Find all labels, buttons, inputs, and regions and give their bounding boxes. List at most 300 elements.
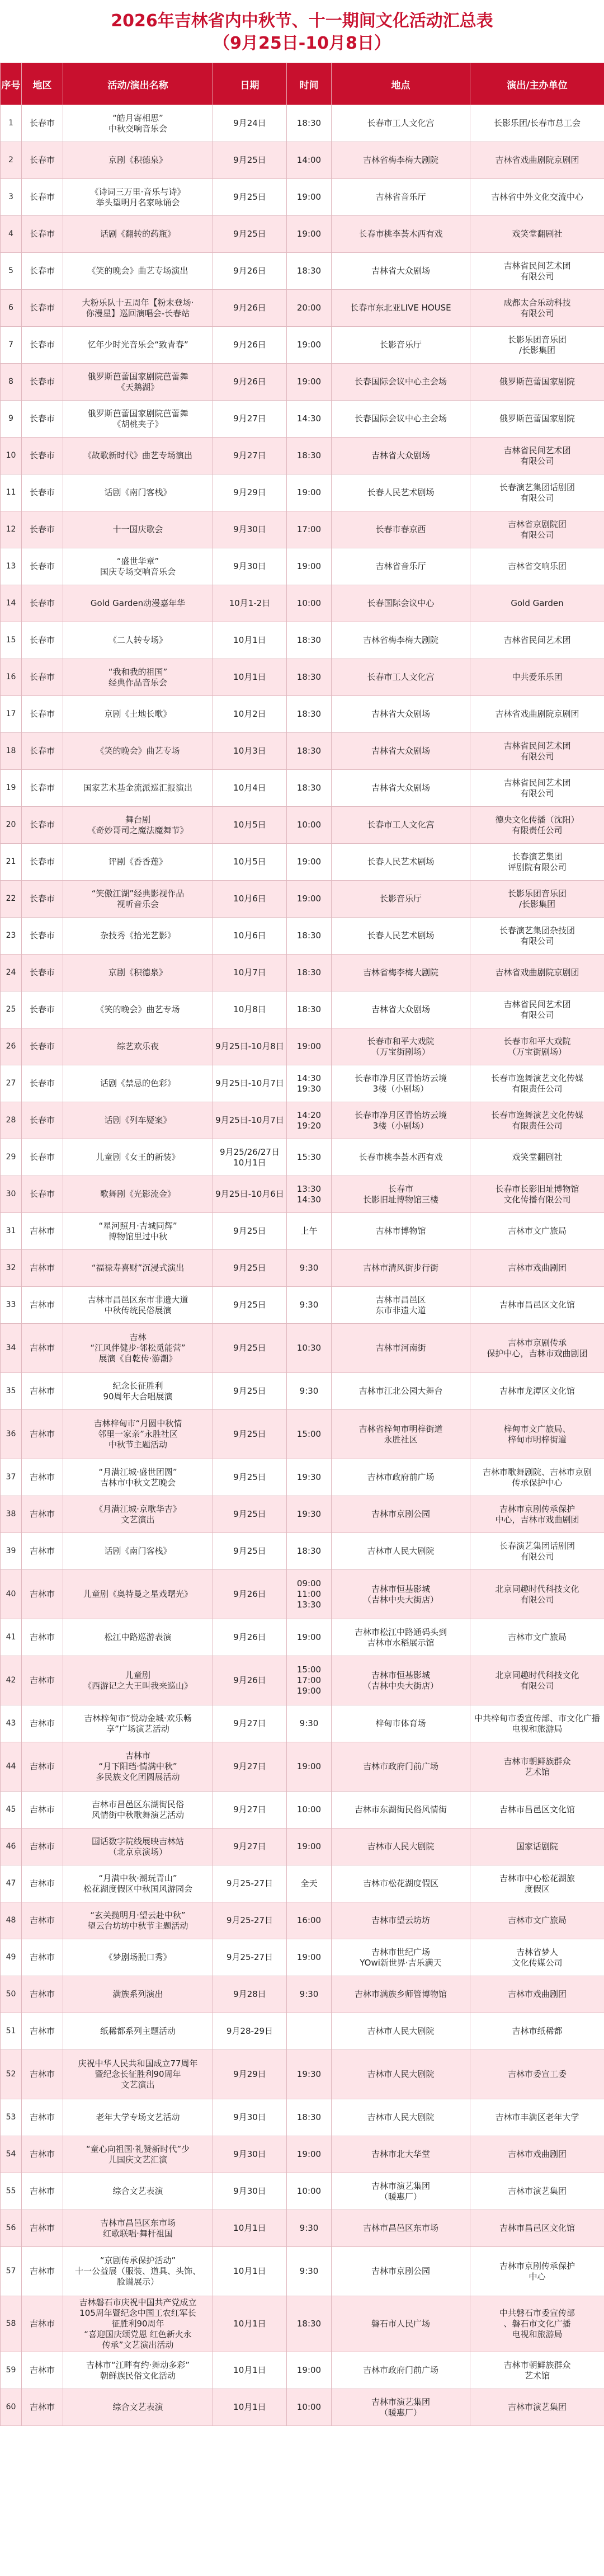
cell-activity-name: 话剧《禁忌的色彩》 (63, 1065, 213, 1102)
table-row (1, 1287, 604, 1324)
cell-no: 10 (1, 438, 22, 474)
table-row (1, 364, 604, 401)
cell-time: 19:00 (287, 1828, 332, 1865)
cell-no: 36 (1, 1410, 22, 1459)
cell-time: 9:30 (287, 1705, 332, 1742)
cell-activity-name: 京剧《积德泉》 (63, 955, 213, 991)
cell-activity-name: 《笑的晚会》曲艺专场演出 (63, 253, 213, 290)
cell-venue: 吉林市演艺集团 （暖惠厂） (332, 2173, 470, 2210)
cell-organizer: 吉林市朝鲜族群众 艺术馆 (470, 1742, 604, 1792)
cell-organizer: 吉林市歌舞剧院、吉林市京剧 传承保护中心 (470, 1459, 604, 1496)
cell-venue: 吉林市政府前广场 (332, 1459, 470, 1496)
title-block (0, 0, 604, 63)
table-row (1, 1102, 604, 1139)
cell-no: 50 (1, 1976, 22, 2013)
cell-venue: 梓甸市体育场 (332, 1705, 470, 1742)
cell-activity-name: 俄罗斯芭蕾国家剧院芭蕾舞 《天鹅湖》 (63, 364, 213, 401)
cell-no: 34 (1, 1324, 22, 1373)
cell-time: 10:00 (287, 2389, 332, 2426)
cell-activity-name: 大粉乐队十五周年【粉末登场· 你漫星】巡回演唱会-长春站 (63, 290, 213, 327)
cell-no: 48 (1, 1902, 22, 1939)
cell-region: 长春市 (22, 1176, 63, 1213)
cell-time: 19:00 (287, 216, 332, 253)
cell-no: 31 (1, 1213, 22, 1250)
cell-venue: 吉林市世纪广场 YOwi新世界·吉乐满天 (332, 1939, 470, 1976)
cell-region: 长春市 (22, 991, 63, 1028)
cell-time: 19:00 (287, 881, 332, 918)
cell-date: 9月30日 (213, 511, 287, 548)
table-row (1, 2210, 604, 2247)
page-title: 2026年吉林省内中秋节、十一期间文化活动汇总表 (111, 11, 493, 31)
cell-region: 长春市 (22, 548, 63, 585)
table-row (1, 733, 604, 770)
cell-venue: 吉林市江北公园大舞台 (332, 1373, 470, 1410)
table-row (1, 2296, 604, 2352)
cell-time: 18:30 (287, 659, 332, 696)
cell-date: 10月5日 (213, 807, 287, 844)
cell-time: 16:00 (287, 1902, 332, 1939)
header-no: 序号 (1, 63, 22, 105)
cell-date: 9月25日 (213, 1287, 287, 1324)
cell-region: 长春市 (22, 659, 63, 696)
cell-region: 长春市 (22, 881, 63, 918)
cell-time: 9:30 (287, 1250, 332, 1287)
cell-venue: 吉林市政府门前广场 (332, 1742, 470, 1792)
table-body (1, 105, 604, 2426)
cell-date: 9月26日 (213, 253, 287, 290)
cell-no: 1 (1, 105, 22, 142)
cell-date: 9月30日 (213, 2099, 287, 2136)
cell-organizer: 北京同趣时代科技文化 有限公司 (470, 1656, 604, 1705)
table-row (1, 659, 604, 696)
cell-region: 吉林市 (22, 1459, 63, 1496)
cell-activity-name: 《诗词三万里·音乐与诗》 举头望明月名家咏诵会 (63, 179, 213, 216)
table-row (1, 1139, 604, 1176)
cell-time: 18:30 (287, 438, 332, 474)
cell-region: 长春市 (22, 696, 63, 733)
cell-activity-name: 《笑的晚会》曲艺专场 (63, 991, 213, 1028)
table-row (1, 1496, 604, 1533)
cell-activity-name: 歌舞剧《光影流金》 (63, 1176, 213, 1213)
cell-date: 9月27日 (213, 438, 287, 474)
table-row (1, 1459, 604, 1496)
cell-no: 8 (1, 364, 22, 401)
cell-time: 9:30 (287, 1287, 332, 1324)
cell-region: 吉林市 (22, 1533, 63, 1570)
cell-time: 18:30 (287, 105, 332, 142)
table-row (1, 2389, 604, 2426)
table-row (1, 585, 604, 622)
cell-region: 吉林市 (22, 1496, 63, 1533)
cell-activity-name: “笑傲江湖”经典影视作品 视听音乐会 (63, 881, 213, 918)
cell-time: 19:00 (287, 179, 332, 216)
header-date: 日期 (213, 63, 287, 105)
cell-activity-name: 《梦剧场脱口秀》 (63, 1939, 213, 1976)
cell-no: 41 (1, 1619, 22, 1656)
cell-organizer: 德央文化传播（沈阳） 有限责任公司 (470, 807, 604, 844)
cell-region: 长春市 (22, 474, 63, 511)
cell-time: 13:30 14:30 (287, 1176, 332, 1213)
cell-venue: 吉林市人民大剧院 (332, 1533, 470, 1570)
cell-date: 9月26日 (213, 327, 287, 364)
cell-region: 吉林市 (22, 1828, 63, 1865)
cell-activity-name: 庆祝中华人民共和国成立77周年 暨纪念长征胜利90周年 文艺演出 (63, 2050, 213, 2099)
header-time: 时间 (287, 63, 332, 105)
cell-region: 长春市 (22, 290, 63, 327)
cell-time: 9:30 (287, 1976, 332, 2013)
cell-no: 45 (1, 1792, 22, 1828)
table-row (1, 955, 604, 991)
table-row (1, 1176, 604, 1213)
cell-activity-name: 《故歌新时代》曲艺专场演出 (63, 438, 213, 474)
cell-no: 2 (1, 142, 22, 179)
cell-region: 长春市 (22, 585, 63, 622)
cell-activity-name: “盛世华章” 国庆专场交响音乐会 (63, 548, 213, 585)
table-row (1, 2099, 604, 2136)
cell-activity-name: 满族系列演出 (63, 1976, 213, 2013)
cell-region: 吉林市 (22, 1902, 63, 1939)
cell-no: 32 (1, 1250, 22, 1287)
cell-region: 长春市 (22, 511, 63, 548)
table-row (1, 1373, 604, 1410)
cell-no: 15 (1, 622, 22, 659)
cell-activity-name: 吉林市昌邑区东湖街民俗 风情街中秋歌舞演艺活动 (63, 1792, 213, 1828)
cell-venue: 长春市东北亚LIVE HOUSE (332, 290, 470, 327)
cell-date: 9月25-27日 (213, 1865, 287, 1902)
cell-no: 12 (1, 511, 22, 548)
cell-date: 9月26日 (213, 1656, 287, 1705)
cell-no: 46 (1, 1828, 22, 1865)
cell-time: 14:30 (287, 401, 332, 438)
table-row (1, 1065, 604, 1102)
cell-time: 10:30 (287, 1324, 332, 1373)
cell-time: 19:00 (287, 2352, 332, 2389)
cell-organizer: 长春市逸舞演艺文化传媒 有限责任公司 (470, 1065, 604, 1102)
cell-activity-name: 话剧《翻转的药瓶》 (63, 216, 213, 253)
cell-date: 9月25日-10月7日 (213, 1065, 287, 1102)
cell-venue: 长春市桃李荟木西有戏 (332, 216, 470, 253)
cell-region: 吉林市 (22, 1792, 63, 1828)
cell-no: 6 (1, 290, 22, 327)
cell-activity-name: 话剧《南门客栈》 (63, 474, 213, 511)
cell-organizer: 吉林市中心松花湖旅 度假区 (470, 1865, 604, 1902)
cell-venue: 吉林省梅李梅大剧院 (332, 622, 470, 659)
cell-region: 吉林市 (22, 2296, 63, 2352)
cell-time: 10:00 (287, 1792, 332, 1828)
cell-date: 10月6日 (213, 918, 287, 955)
cell-organizer: 长春市逸舞演艺文化传媒 有限责任公司 (470, 1102, 604, 1139)
cell-activity-name: 综合文艺表演 (63, 2173, 213, 2210)
cell-date: 10月5日 (213, 844, 287, 881)
cell-date: 9月25日 (213, 1496, 287, 1533)
cell-organizer: 吉林市京剧传承保护 中心 (470, 2247, 604, 2296)
cell-time: 18:30 (287, 2296, 332, 2352)
cell-region: 吉林市 (22, 2136, 63, 2173)
cell-region: 长春市 (22, 216, 63, 253)
cell-time: 15:30 (287, 1139, 332, 1176)
cell-venue: 吉林市松江中路通码头到 吉林市水稻展示馆 (332, 1619, 470, 1656)
header-region: 地区 (22, 63, 63, 105)
cell-activity-name: 十一国庆歌会 (63, 511, 213, 548)
cell-organizer: 吉林省戏曲剧院京剧团 (470, 142, 604, 179)
table-row (1, 1619, 604, 1656)
cell-organizer: 长春市和平大戏院 （万宝街剧场） (470, 1028, 604, 1065)
cell-time: 9:30 (287, 2210, 332, 2247)
cell-organizer: 吉林省民间艺术团 有限公司 (470, 991, 604, 1028)
cell-organizer: 吉林市京剧传承保护 中心，吉林市戏曲剧团 (470, 1496, 604, 1533)
cell-date: 9月24日 (213, 105, 287, 142)
table-header-row (1, 63, 604, 105)
cell-time: 19:00 (287, 844, 332, 881)
cell-activity-name: 舞台剧 《奇妙哥司之魔法魔舞节》 (63, 807, 213, 844)
cell-region: 吉林市 (22, 1865, 63, 1902)
cell-date: 9月25日-10月6日 (213, 1176, 287, 1213)
cell-venue: 磐石市人民广场 (332, 2296, 470, 2352)
cell-time: 上午 (287, 1213, 332, 1250)
cell-no: 51 (1, 2013, 22, 2050)
cell-time: 19:00 (287, 474, 332, 511)
cell-organizer: 长春演艺集团话剧团 有限公司 (470, 1533, 604, 1570)
cell-date: 9月25日 (213, 1324, 287, 1373)
cell-region: 长春市 (22, 364, 63, 401)
cell-time: 19:30 (287, 1459, 332, 1496)
table-row (1, 2136, 604, 2173)
cell-activity-name: 话剧《南门客栈》 (63, 1533, 213, 1570)
cell-no: 9 (1, 401, 22, 438)
cell-venue: 长春市和平大戏院 （万宝街剧场） (332, 1028, 470, 1065)
cell-venue: 长春人民艺术剧场 (332, 918, 470, 955)
cell-no: 19 (1, 770, 22, 807)
cell-activity-name: 松江中路巡游表演 (63, 1619, 213, 1656)
cell-activity-name: 吉林市 “月下阳珰·情满中秋” 多民族文化团圆展活动 (63, 1742, 213, 1792)
cell-region: 长春市 (22, 401, 63, 438)
cell-time: 20:00 (287, 290, 332, 327)
header-organizer: 演出/主办单位 (470, 63, 604, 105)
cell-venue: 吉林省大众剧场 (332, 438, 470, 474)
cell-organizer: 中共爱乐乐团 (470, 659, 604, 696)
cell-organizer: 戏笑堂翻剧社 (470, 1139, 604, 1176)
cell-date: 9月26日 (213, 290, 287, 327)
activity-table (0, 63, 604, 2426)
cell-organizer: 吉林省戏曲剧院京剧团 (470, 955, 604, 991)
cell-date: 9月25日 (213, 216, 287, 253)
cell-organizer: 吉林市演艺集团 (470, 2389, 604, 2426)
cell-venue: 长春市净月区青怡坊云境 3楼（小剧场） (332, 1102, 470, 1139)
cell-venue: 长春市春京西 (332, 511, 470, 548)
cell-date: 9月25日 (213, 1250, 287, 1287)
cell-no: 29 (1, 1139, 22, 1176)
cell-date: 10月1日 (213, 2352, 287, 2389)
cell-region: 吉林市 (22, 2050, 63, 2099)
cell-venue: 吉林市博物馆 (332, 1213, 470, 1250)
cell-region: 长春市 (22, 622, 63, 659)
cell-region: 长春市 (22, 327, 63, 364)
cell-no: 39 (1, 1533, 22, 1570)
cell-no: 24 (1, 955, 22, 991)
cell-organizer: 中共磐石市委宣传部 、磐石市文化广播 电视和旅游局 (470, 2296, 604, 2352)
cell-no: 17 (1, 696, 22, 733)
cell-date: 10月1-2日 (213, 585, 287, 622)
cell-activity-name: “童心向祖国·礼赞新时代”少 儿国庆文艺汇演 (63, 2136, 213, 2173)
cell-activity-name: 吉林 “江风伴健步·邻松觅能营” 展演《自乾传·游潮》 (63, 1324, 213, 1373)
cell-venue: 吉林市人民大剧院 (332, 2013, 470, 2050)
cell-activity-name: 儿童剧 《西游记之大王叫我来巡山》 (63, 1656, 213, 1705)
table-row (1, 1705, 604, 1742)
cell-venue: 吉林市演艺集团 （暖惠厂） (332, 2389, 470, 2426)
table-row (1, 290, 604, 327)
cell-activity-name: “月满中秋·潮玩青山” 松花湖度假区中秋国风游园会 (63, 1865, 213, 1902)
cell-venue: 吉林市京剧公园 (332, 2247, 470, 2296)
cell-no: 4 (1, 216, 22, 253)
table-row (1, 844, 604, 881)
cell-venue: 吉林市望云坊坊 (332, 1902, 470, 1939)
cell-venue: 吉林省音乐厅 (332, 548, 470, 585)
cell-organizer: 吉林省戏曲剧院京剧团 (470, 696, 604, 733)
cell-venue: 长春市工人文化宫 (332, 807, 470, 844)
cell-time: 18:30 (287, 733, 332, 770)
cell-time: 19:00 (287, 1939, 332, 1976)
cell-venue: 吉林市东湖街民俗风情街 (332, 1792, 470, 1828)
cell-region: 长春市 (22, 105, 63, 142)
cell-date: 9月25日 (213, 1533, 287, 1570)
cell-date: 10月1日 (213, 2247, 287, 2296)
cell-region: 吉林市 (22, 1373, 63, 1410)
cell-no: 28 (1, 1102, 22, 1139)
cell-date: 10月2日 (213, 696, 287, 733)
cell-organizer: 吉林市朝鲜族群众 艺术馆 (470, 2352, 604, 2389)
cell-organizer: 吉林市委宣工委 (470, 2050, 604, 2099)
date-range-subtitle: （9月25日-10月8日） (213, 34, 391, 53)
table-row (1, 622, 604, 659)
cell-date: 9月25-27日 (213, 1939, 287, 1976)
table-row (1, 770, 604, 807)
cell-no: 42 (1, 1656, 22, 1705)
cell-date: 9月30日 (213, 2173, 287, 2210)
table-row (1, 1028, 604, 1065)
cell-activity-name: 吉林市昌邑区东市非遗大道 中秋传统民俗展演 (63, 1287, 213, 1324)
cell-no: 7 (1, 327, 22, 364)
table-row (1, 2173, 604, 2210)
cell-no: 11 (1, 474, 22, 511)
cell-date: 10月7日 (213, 955, 287, 991)
cell-no: 26 (1, 1028, 22, 1065)
cell-activity-name: “玄关揽明月·望云赴中秋” 望云台坊坊中秋节主题活动 (63, 1902, 213, 1939)
cell-region: 长春市 (22, 1065, 63, 1102)
table-row (1, 1533, 604, 1570)
cell-date: 9月25日 (213, 1459, 287, 1496)
cell-venue: 吉林省梅李梅大剧院 (332, 955, 470, 991)
cell-organizer: 吉林省民间艺术团 有限公司 (470, 770, 604, 807)
cell-region: 吉林市 (22, 1619, 63, 1656)
cell-venue: 吉林市松花湖度假区 (332, 1865, 470, 1902)
cell-time: 18:30 (287, 622, 332, 659)
cell-region: 吉林市 (22, 1287, 63, 1324)
table-row (1, 991, 604, 1028)
cell-organizer: 吉林省京剧院团 有限公司 (470, 511, 604, 548)
cell-time: 10:00 (287, 2173, 332, 2210)
cell-region: 吉林市 (22, 2352, 63, 2389)
cell-venue: 吉林省大众剧场 (332, 770, 470, 807)
cell-activity-name: 京剧《土地长歌》 (63, 696, 213, 733)
cell-activity-name: 综合文艺表演 (63, 2389, 213, 2426)
cell-venue: 长春市桃李荟木西有戏 (332, 1139, 470, 1176)
cell-venue: 吉林省梓甸市明梓街道 永胜社区 (332, 1410, 470, 1459)
table-row (1, 142, 604, 179)
cell-venue: 长春国际会议中心 (332, 585, 470, 622)
cell-time: 19:00 (287, 1742, 332, 1792)
cell-region: 吉林市 (22, 1656, 63, 1705)
cell-no: 47 (1, 1865, 22, 1902)
cell-activity-name: 吉林梓甸市“月圆中秋情 邻里一家亲”永胜社区 中秋节主题活动 (63, 1410, 213, 1459)
cell-venue: 吉林市北大华堂 (332, 2136, 470, 2173)
cell-date: 9月25-27日 (213, 1902, 287, 1939)
table-row (1, 1324, 604, 1373)
cell-time: 19:00 (287, 364, 332, 401)
cell-region: 吉林市 (22, 1213, 63, 1250)
cell-venue: 长春市工人文化宫 (332, 659, 470, 696)
cell-activity-name: “星河照月·吉城同辉” 博物馆里过中秋 (63, 1213, 213, 1250)
cell-organizer: 吉林市昌邑区文化馆 (470, 1792, 604, 1828)
cell-activity-name: 吉林磐石市庆祝中国共产党成立 105周年暨纪念中国工农红军长 征胜利90周年 “喜迎国庆颂党恩 红色新火永 传承”文艺演出活动 (63, 2296, 213, 2352)
cell-venue: 吉林省音乐厅 (332, 179, 470, 216)
cell-date: 10月1日 (213, 659, 287, 696)
cell-venue: 长春市工人文化宫 (332, 105, 470, 142)
cell-activity-name: 儿童剧《奥特曼之星戏曙光》 (63, 1570, 213, 1619)
table-row (1, 327, 604, 364)
cell-no: 22 (1, 881, 22, 918)
cell-activity-name: 话剧《列车疑案》 (63, 1102, 213, 1139)
cell-organizer: 长影乐团音乐团 /长影集团 (470, 327, 604, 364)
cell-no: 40 (1, 1570, 22, 1619)
cell-region: 长春市 (22, 770, 63, 807)
table-row (1, 696, 604, 733)
cell-activity-name: 吉林市昌邑区东市场 红歌联唱·舞杆祖国 (63, 2210, 213, 2247)
cell-date: 9月27日 (213, 1828, 287, 1865)
cell-no: 25 (1, 991, 22, 1028)
cell-date: 9月29日 (213, 2050, 287, 2099)
cell-organizer: 成都太合乐动科技 有限公司 (470, 290, 604, 327)
cell-region: 长春市 (22, 807, 63, 844)
cell-no: 18 (1, 733, 22, 770)
cell-organizer: 国家话剧院 (470, 1828, 604, 1865)
cell-time: 17:00 (287, 511, 332, 548)
cell-organizer: 吉林市昌邑区文化馆 (470, 1287, 604, 1324)
cell-venue: 长影音乐厅 (332, 881, 470, 918)
cell-venue: 吉林市人民大剧院 (332, 2099, 470, 2136)
cell-region: 长春市 (22, 1028, 63, 1065)
cell-date: 9月27日 (213, 1792, 287, 1828)
cell-activity-name: 京剧《积德泉》 (63, 142, 213, 179)
cell-time: 18:30 (287, 1533, 332, 1570)
table-row (1, 918, 604, 955)
cell-no: 44 (1, 1742, 22, 1792)
cell-venue: 吉林市河南街 (332, 1324, 470, 1373)
cell-no: 37 (1, 1459, 22, 1496)
cell-organizer: 吉林市戏曲剧团 (470, 2136, 604, 2173)
table-row (1, 1570, 604, 1619)
cell-no: 56 (1, 2210, 22, 2247)
cell-time: 19:00 (287, 1028, 332, 1065)
cell-activity-name: “我和我的祖国” 经典作品音乐会 (63, 659, 213, 696)
cell-organizer: 吉林省民间艺术团 有限公司 (470, 438, 604, 474)
cell-activity-name: 综艺欢乐夜 (63, 1028, 213, 1065)
cell-region: 吉林市 (22, 2247, 63, 2296)
cell-time: 14:30 19:30 (287, 1065, 332, 1102)
cell-date: 9月28日 (213, 1976, 287, 2013)
cell-date: 9月30日 (213, 2136, 287, 2173)
cell-no: 52 (1, 2050, 22, 2099)
cell-activity-name: “皓月寄相思” 中秋交响音乐会 (63, 105, 213, 142)
